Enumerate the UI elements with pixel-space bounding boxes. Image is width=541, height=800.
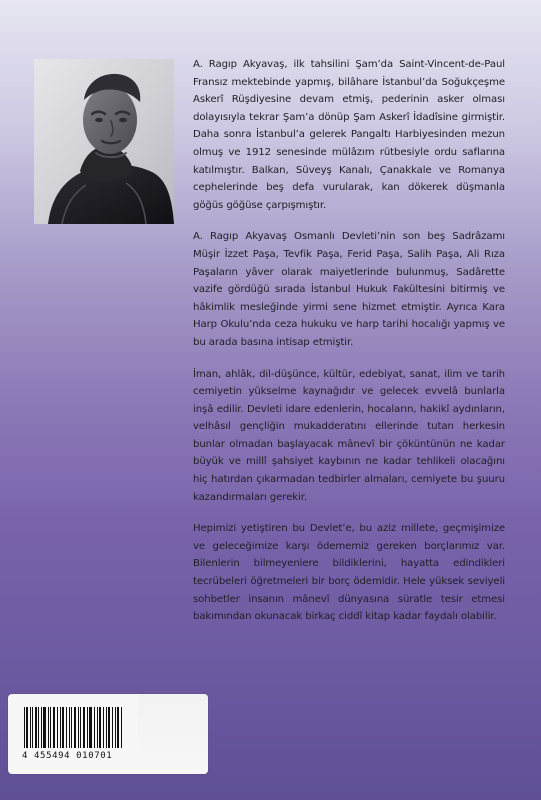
author-portrait xyxy=(34,59,174,224)
biography-text xyxy=(193,56,505,626)
bio-paragraph-3: İman, ahlâk, dil-düşünce, kültür, edebiyat, sanat, ilim ve tarih cemiyetin yükselme kaynağıdır ve gelecek evvelâ bunlarla inşâ edilir. Devleti idare edenlerin, hocaların, hakikî aydınların, velhâsıl gençliğin mukadderatını ellerinde tutan herkesin bunlar olmadan başlayacak mânevî bir çöküntünün ne kadar büyük ve millî şahsiyet kaybının ne kadar tehlikeli olacağını hiç hatırdan çıkarmadan tedbirler almaları, cemiyete bu şuuru kazandırmaları gerekir. xyxy=(193,368,505,503)
bio-paragraph-1: A. Ragıp Akyavaş, ilk tahsilini Şam’da Saint-Vincent-de-Paul Fransız mektebinde yapmış, bilâhare İstanbul’da Soğukçeşme Askerî Rüşdiyesine devam etmiş, pederinin asker olması dolayısıyla tekrar Şam’a dönüp Şam Askerî İdadîsine girmiştir. Daha sonra İstanbul’a gelerek Pangaltı Harbiyesinden mezun olmuş ve 1912 senesinde mülâzım rütbesiyle ordu saflarına katılmıştır. Balkan, Süveyş Kanalı, Çanakkale ve Romanya cephelerinde beş defa vurularak, kan dökerek düşmanla göğüs göğüse çarpışmıştır. xyxy=(193,59,505,211)
bio-paragraph-4: Hepimizi yetiştiren bu Devlet’e, bu aziz millete, geçmişimize ve geleceğimize karşı ödememiz gereken borçlarımız var. Bilenlerin bilmeyenlere bildiklerini, hayatta edindikleri tecrübeleri öğretmeleri bir borç ödemidir. Hele yüksek seviyeli sohbetler insanın mânevî dünyasına süratle tesir etmesi bakımından okunacak birkaç ciddî kitap kadar faydalı olabilir. xyxy=(193,523,505,623)
barcode-number: 4 455494 010701 xyxy=(22,751,113,761)
barcode-label xyxy=(8,694,208,774)
bio-paragraph-2: A. Ragıp Akyavaş Osmanlı Devleti’nin son beş Sadrâzamı Müşir İzzet Paşa, Tevfik Paşa, Ferid Paşa, Salih Paşa, Ali Rıza Paşaların yâver olarak maiyetlerinde bulunmuş, Sadârette vazife gördüğü sırada İstanbul Hukuk Fakültesini bitirmiş ve hâkimlik mesleğinde yirmi sene hizmet etmiştir. Ayrıca Kara Harp Okulu’nda ceza hukuku ve harp tarihi hocalığı yapmış ve bu arada basına intisap etmiştir. xyxy=(193,231,505,348)
barcode-label-background xyxy=(138,694,208,774)
barcode-icon xyxy=(22,706,125,749)
portrait-image xyxy=(34,59,174,224)
